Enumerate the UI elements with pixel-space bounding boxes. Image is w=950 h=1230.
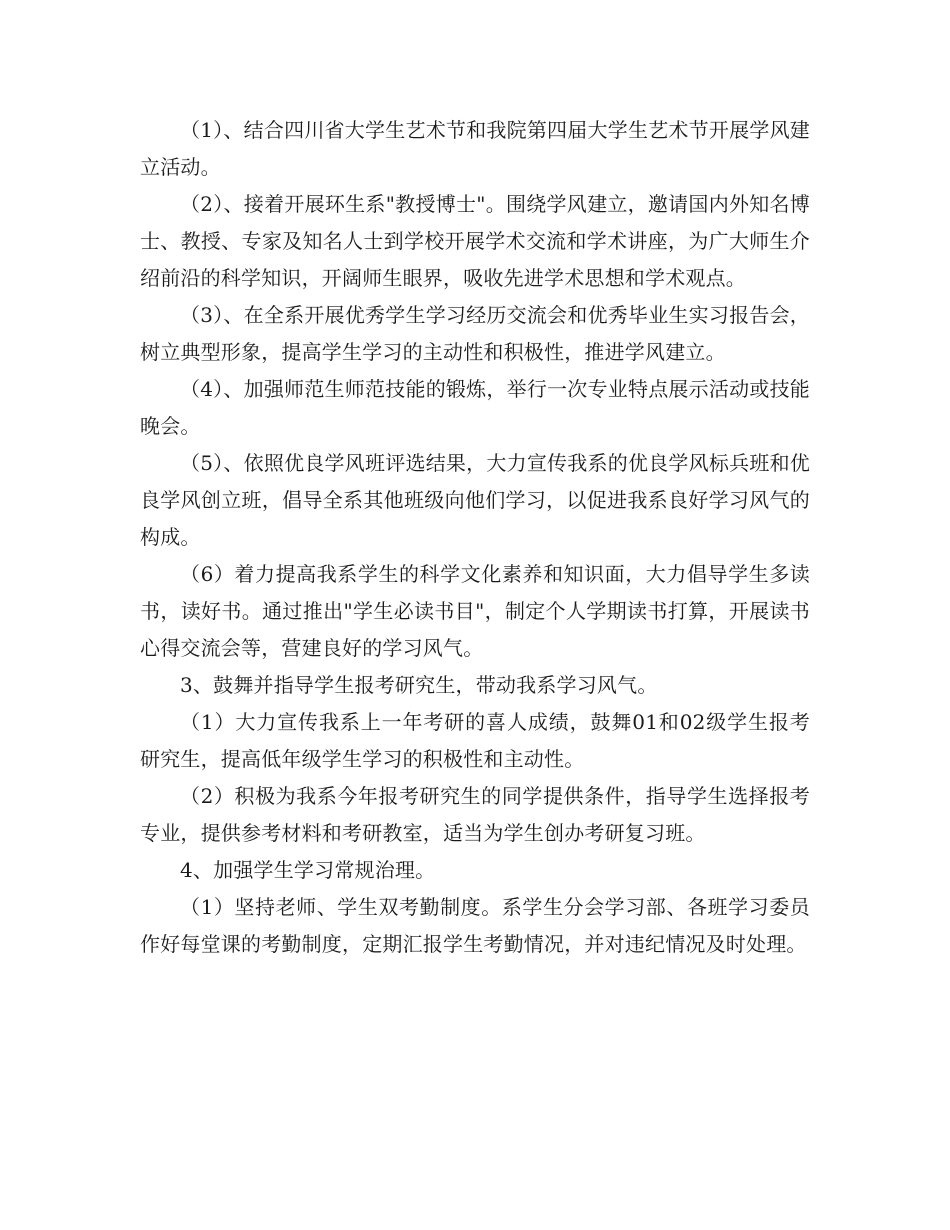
paragraph-exam-support: （2）积极为我系今年报考研究生的同学提供条件，指导学生选择报考专业，提供参考材料和考研教室，适当为学生创办考研复习班。: [140, 784, 810, 845]
document-body: [140, 112, 810, 963]
paragraph-art-festival: （1）、结合四川省大学生艺术节和我院第四届大学生艺术节开展学风建立活动。: [140, 118, 810, 179]
paragraph-reading: （6）着力提高我系学生的科学文化素养和知识面，大力倡导学生多读书，读好书。通过推出"学生必读书目"，制定个人学期读书打算，开展读书心得交流会等，营建良好的学习风气。: [140, 562, 810, 660]
paragraph-professor-doctor: （2）、接着开展环生系"教授博士"。围绕学风建立，邀请国内外知名博士、教授、专家及知名人士到学校开展学术交流和学术讲座，为广大师生介绍前沿的科学知识，开阔师生眼界，吸收先进学术思想和学术观点。: [140, 192, 810, 290]
paragraph-attendance: （1）坚持老师、学生双考勤制度。系学生分会学习部、各班学习委员作好每堂课的考勤制度，定期汇报学生考勤情况，并对违纪情况及时处理。: [140, 895, 810, 956]
paragraph-section-4-heading: 4、加强学生学习常规治理。: [180, 858, 436, 882]
paragraph-experience-exchange: （3）、在全系开展优秀学生学习经历交流会和优秀毕业生实习报告会，树立典型形象，提高学生学习的主动性和积极性，推进学风建立。: [140, 303, 810, 364]
paragraph-teaching-skills: （4）、加强师范生师范技能的锻炼，举行一次专业特点展示活动或技能晚会。: [140, 377, 810, 438]
paragraph-model-class: （5）、依照优良学风班评选结果，大力宣传我系的优良学风标兵班和优良学风创立班，倡导全系其他班级向他们学习，以促进我系良好学习风气的构成。: [140, 451, 810, 549]
paragraph-section-3-heading: 3、鼓舞并指导学生报考研究生，带动我系学习风气。: [180, 673, 658, 697]
paragraph-exam-results: （1）大力宣传我系上一年考研的喜人成绩，鼓舞01和02级学生报考研究生，提高低年级学生学习的积极性和主动性。: [140, 710, 810, 771]
